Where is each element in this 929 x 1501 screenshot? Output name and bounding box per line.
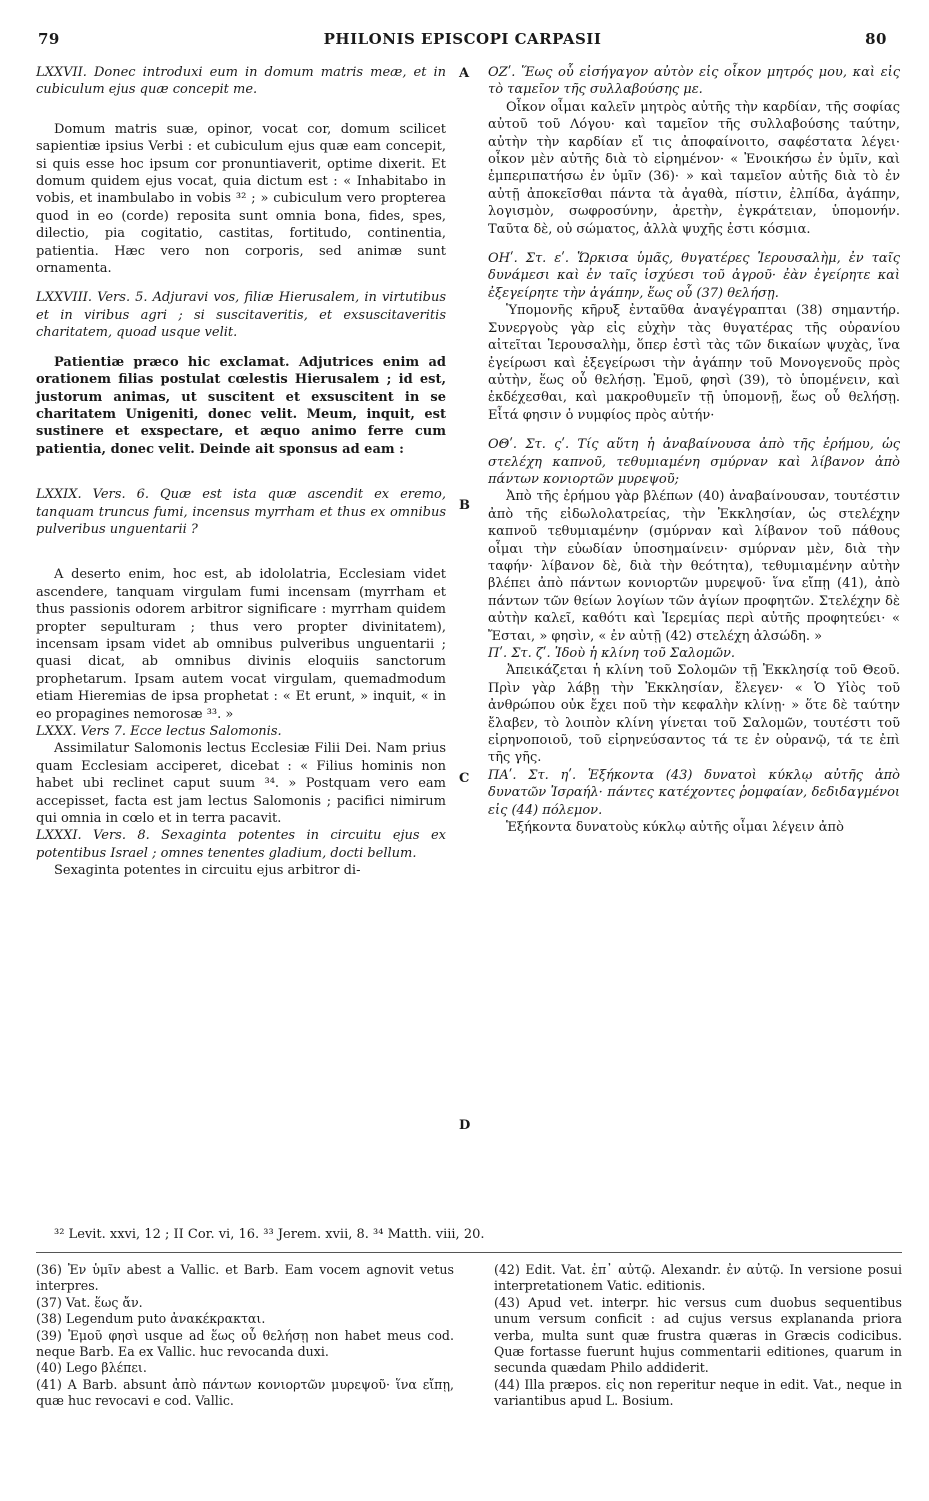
latin-paragraph-78: Patientiæ præco hic exclamat. Adjutrices enim ad orationem filias postulat cœlestis Hierusalem ; id est, justorum animas, ut suscitent et exsuscitent in se charitatem Unigeniti, donec velit. Meum, inquit, est sustinere et exspectare, et æquo animo ferre cum patientia, donec velit. Deinde ait sponsus ad eam : xyxy=(36,354,446,457)
greek-column xyxy=(488,64,900,836)
greek-heading-77: ΟΖʹ. Ἕως οὗ εἰσήγαγον αὐτὸν εἰς οἶκον μητρός μου, καὶ εἰς τὸ ταμεῖον τῆς συλλαβούσης με. xyxy=(488,65,900,98)
greek-heading-81: ΠΑʹ. Στ. ηʹ. Ἑξήκοντα (43) δυνατοὶ κύκλῳ αὐτῆς ἀπὸ δυνατῶν Ἰσραήλ· πάντες κατέχοντες ῥομφαίαν, δεδιδαγμένοι εἰς (44) πόλεμον. xyxy=(488,767,900,818)
greek-paragraph-81: Ἑξήκοντα δυνατοὺς κύκλῳ αὐτῆς οἶμαι λέγειν ἀπὸ xyxy=(506,820,844,836)
note-41: (41) A Barb. absunt ἀπὸ πάντων κονιορτῶν μυρεψοῦ· ἵνα εἴπῃ, quæ huc revocavi e cod. Vallic. xyxy=(36,1376,454,1409)
scripture-references: ³² Levit. xxvi, 12 ; II Cor. vi, 16. ³³ Jerem. xvii, 8. ³⁴ Matth. viii, 20. xyxy=(54,1227,485,1242)
greek-paragraph-77: Οἶκον οἶμαι καλεῖν μητρὸς αὐτῆς τὴν καρδίαν, τῆς σοφίας αὐτοῦ τοῦ Λόγου· καὶ ταμεῖον τῆς συλλαβούσης ταύτην, αὐτὴν τὴν καρδίαν εἴ τις ἀποφαίνοιτο, σαφέστατα λέγει· οἶκον μὲν αὐτῆς διὰ τὸ εἰρημένον· « Ἐνοικήσω ἐν ὑμῖν, καὶ ἐμπεριπατήσω ἐν ὑμῖν (36)· » καὶ ταμεῖον αὐτῆς διὰ τὸ ἐν αὐτῇ ἀποκεῖσθαι πάντα τὰ ἀγαθὰ, πίστιν, ἐλπίδα, ἀγάπην, λογισμὸν, σωφροσύνην, ἀρετὴν, ἐγκράτειαν, ὑπομονήν. Ταῦτα δὲ, οὐ σώματος, ἀλλὰ ψυχῆς ἐστι κόσμια. xyxy=(488,99,900,237)
latin-heading-81: LXXXI. Vers. 8. Sexaginta potentes in circuitu ejus ex potentibus Israel ; omnes tenentes gladium, docti bellum. xyxy=(36,828,446,861)
margin-letter-d: D xyxy=(459,1118,471,1133)
greek-paragraph-79: Ἀπὸ τῆς ἐρήμου γὰρ βλέπων (40) ἀναβαίνουσαν, τουτέστιν ἀπὸ τῆς εἰδωλολατρείας, τὴν Ἐκκλησίαν, ὡς στελέχην καπνοῦ τεθυμιαμένην (σμύρναν καὶ λίβανον τοῦ πάθους οἶμαι τὴν εὐωδίαν ὑποσημαίνειν· σμύρναν μὲν, διὰ τὴν ταφήν· λίβανον δὲ, διὰ τὴν θεότητα), τεθυμιαμένην αὐτὴν βλέπει ἀπὸ πάντων κονιορτῶν μυρεψοῦ· ἵνα εἴπῃ (41), ἀπὸ πάντων τῶν θείων λογίων τῶν ἁγίων προφητῶν. Στελέχην δὲ αὐτὴν καλεῖ, καθότι καὶ Ἱερεμίας περὶ αὐτῆς προφητεύει· « Ἔσται, » φησὶν, « ἐν αὐτῇ (42) στελέχη ἀλσώδη. » xyxy=(488,489,900,644)
page-number-right: 80 xyxy=(865,30,887,48)
note-44: (44) Illa præpos. εἰς non reperitur neque in edit. Vat., neque in variantibus apud L. Bosium. xyxy=(494,1376,902,1409)
latin-paragraph-81: Sexaginta potentes in circuitu ejus arbitror di- xyxy=(54,863,361,879)
note-42: (42) Edit. Vat. ἐπ᾽ αὐτῷ. Alexandr. ἐν αὐτῷ. In versione posui interpretationem Vatic. editionis. xyxy=(494,1262,902,1294)
greek-paragraph-78: Ὑπομονῆς κῆρυξ ἐνταῦθα ἀναγέγραπται (38) σημαντήρ. Συνεργοὺς γὰρ εἰς εὐχὴν τὰς θυγατέρας τῆς οὐρανίου αἰτεῖται Ἱερουσαλὴμ, ὅπερ ἐστὶ τὰς τῶν δικαίων ψυχὰς, ἵνα ἐγείρωσι καὶ ἐξεγείρωσι τὴν ἀγάπην τοῦ Μονογενοῦς πρὸς αὐτὴν, ἕως οὗ θελήσῃ. Ἐμοῦ, φησὶ (39), τὸ ὑπομένειν, καὶ ἐκδέχεσθαι, καὶ μακροθυμεῖν τῇ ὑπομονῇ, ἕως οὗ θελήσῃ. Εἶτά φησιν ὁ νυμφίος πρὸς αὐτήν· xyxy=(488,303,900,423)
footnote-divider xyxy=(36,1252,902,1253)
note-36: (36) Ἐν ὑμῖν abest a Vallic. et Barb. Eam vocem agnovit vetus interpres. xyxy=(36,1262,454,1294)
running-header xyxy=(38,30,887,56)
greek-heading-78: ΟΗʹ. Στ. εʹ. Ὥρκισα ὑμᾶς, θυγατέρες Ἱερουσαλὴμ, ἐν ταῖς δυνάμεσι καὶ ἐν ταῖς ἰσχύεσι τοῦ ἀγροῦ· ἐὰν ἐγείρητε καὶ ἐξεγείρητε τὴν ἀγάπην, ἕως οὗ (37) θελήσῃ. xyxy=(488,251,900,301)
latin-heading-77: LXXVII. Donec introduxi eum in domum matris meæ, et in cubiculum ejus quæ concepit me. xyxy=(36,65,446,98)
notes-left xyxy=(36,1262,454,1410)
latin-paragraph-77: Domum matris suæ, opinor, vocat cor, domum scilicet sapientiæ ipsius Verbi : et cubiculum ejus quæ eam concepit, si quis esse hoc ipsum cor pronuntiaverit, optime dixerit. Et domum quidem ejus vocat, quia dictum est : « Inhabitabo in vobis, et inambulabo in vobis ³² ; » cubiculum vero propterea quod in eo (corde) reposita sunt omnia bona, fides, spes, dilectio, pia cogitatio, castitas, fortitudo, continentia, patientia. Hæc vero non corporis, sed animæ sunt ornamenta. xyxy=(36,121,446,277)
latin-paragraph-80: Assimilatur Salomonis lectus Ecclesiæ Filii Dei. Nam prius quam Ecclesiam acciperet, dicebat : « Filius hominis non habet ubi reclinet caput suum ³⁴. » Postquam vero eam accepisset, facta est jam lectus Salomonis ; pacifici nimirum qui omnia in cœlo et in terra pacavit. xyxy=(36,741,446,827)
note-38: (38) Legendum puto ἀνακέκρακται. xyxy=(36,1311,266,1327)
latin-heading-78: LXXVIII. Vers. 5. Adjuravi vos, filiæ Hierusalem, in virtutibus et in viribus agri ; si suscitaveritis, et exsuscitaveritis charitatem, quoad usque velit. xyxy=(36,290,446,341)
greek-paragraph-80: Ἀπεικάζεται ἡ κλίνη τοῦ Σολομῶν τῇ Ἐκκλησίᾳ τοῦ Θεοῦ. Πρὶν γὰρ λάβῃ τὴν Ἐκκλησίαν, ἔλεγεν· « Ὁ Υἱὸς τοῦ ἀνθρώπου οὐκ ἔχει ποῦ τὴν κεφαλὴν κλίνῃ· » ὅτε δὲ ταύτην ἔλαβεν, τὸ λοιπὸν κλίνη γίνεται τοῦ Σαλομῶν, τουτέστι τοῦ εἰρηνοποιοῦ, τοῦ εἰρηνεύσαντος τά τε ἐν οὐρανῷ, τά τε ἐπὶ τῆς γῆς. xyxy=(488,663,900,766)
greek-heading-79: ΟΘʹ. Στ. ςʹ. Τίς αὕτη ἡ ἀναβαίνουσα ἀπὸ τῆς ἐρήμου, ὡς στελέχη καπνοῦ, τεθυμιαμένη σμύρναν καὶ λίβανον ἀπὸ πάντων κονιορτῶν μυρεψοῦ; xyxy=(488,437,900,487)
greek-heading-80: Πʹ. Στ. ζʹ. Ἰδοὺ ἡ κλίνη τοῦ Σαλομῶν. xyxy=(488,646,736,661)
latin-heading-79: LXXIX. Vers. 6. Quæ est ista quæ ascendit ex eremo, tanquam truncus fumi, incensus myrrham et thus ex omnibus pulveribus unguentarii ? xyxy=(36,487,446,537)
notes-right xyxy=(494,1262,902,1410)
latin-column xyxy=(36,64,446,880)
running-title: PHILONIS EPISCOPI CARPASII xyxy=(323,30,602,48)
note-43: (43) Apud vet. interpr. hic versus cum duobus sequentibus unum versum conficit : ad cujus versus explananda priora verba, multa sunt quæ frustra quæras in Græcis codicibus. Quæ fortasse fuerunt hujus commentarii editiones, quarum in secunda quædam Philo addiderit. xyxy=(494,1294,902,1376)
note-37: (37) Vat. ἕως ἄν. xyxy=(36,1294,143,1310)
note-39: (39) Ἐμοῦ φησὶ usque ad ἕως οὗ θελήσῃ non habet meus cod. neque Barb. Ea ex Vallic. huc revocanda duxi. xyxy=(36,1327,454,1360)
margin-letter-b: B xyxy=(459,498,470,513)
latin-paragraph-79: A deserto enim, hoc est, ab idololatria, Ecclesiam videt ascendere, tanquam virgulam fumi incensam (myrrham et thus passionis odorem arbitror significare : myrrham quidem propter sepulturam ; thus vero propter divinitatem), incensam ipsam videt ab omnibus pulveribus unguentarii ; quasi dicat, ab omnibus divinis eloquiis sanctorum prophetarum. Ipsam autem vocat virgulam, quemadmodum etiam Hieremias de ipsa prophetat : « Et erunt, » inquit, « in eo propagines nemorosæ ³³. » xyxy=(36,567,446,722)
margin-letter-a: A xyxy=(459,66,470,81)
latin-heading-80: LXXX. Vers 7. Ecce lectus Salomonis. xyxy=(36,724,282,739)
margin-letter-c: C xyxy=(459,771,470,786)
page-number-left: 79 xyxy=(38,30,60,48)
note-40: (40) Lego βλέπει. xyxy=(36,1360,147,1376)
